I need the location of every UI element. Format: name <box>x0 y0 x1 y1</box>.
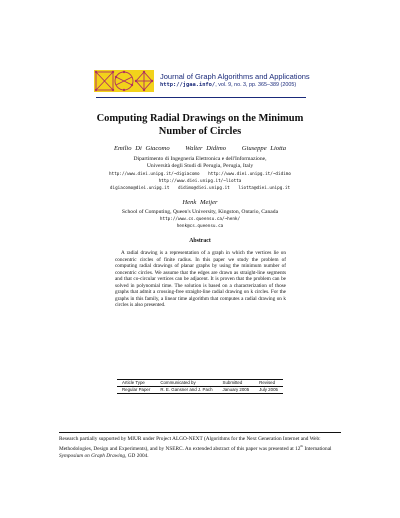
table-cell: Regular Paper <box>122 387 151 393</box>
affiliation-line: Università degli Studi di Perugia, Perugia, Italy <box>146 163 254 170</box>
table-cell: July 2005 <box>259 387 278 393</box>
journal-volume: vol. 9, no. 3, pp. 365–389 (2005) <box>218 82 297 88</box>
author-name: Henk Meijer <box>182 199 218 206</box>
journal-reference: http://jgaa.info/, vol. 9, no. 3, pp. 365–389 (2005) <box>160 82 297 88</box>
journal-info <box>160 72 320 89</box>
author-name: Walter Didimo <box>185 145 227 152</box>
author-email[interactable]: liotta@diei.unipg.it <box>238 186 291 191</box>
author-email[interactable]: henk@cs.queensu.ca <box>176 224 224 229</box>
author-url[interactable]: http://www.diei.unipg.it/~didimo <box>208 172 291 177</box>
journal-name: Journal of Graph Algorithms and Applications <box>160 72 310 81</box>
footnote-rule <box>59 432 341 433</box>
abstract-text: A radial drawing is a representation of a graph in which the vertices lie on concentric circles of finite radius. In this paper we study the problem of computing radial drawings of planar graphs by using the minimum number of concentric circles. We assume that the edges are drawn as straight-line segments and that co-circular vertices can be adjacent. It is proven that the problem can be solved in polynomial time. The solution is based on a characterization of those graphs that admit a crossing-free straight-line radial drawing on k circles. For the graphs in this family, a linear time algorithm that computes a radial drawing on k circles is also presented. <box>115 250 286 308</box>
footnote-venue: Symposium on Graph Drawing <box>59 452 126 459</box>
second-author <box>60 199 340 206</box>
author-url[interactable]: http://www.diei.unipg.it/~digiacomo <box>109 172 200 177</box>
footnote <box>59 436 344 460</box>
footnote-text: Research partially supported by MIUR under Project ALGO-NEXT (Algorithms for the Next Generation Internet and Web: Methodologies, Design and Experiments), and by NSERC. An extended abstract of this paper was presented at 12 <box>59 436 321 452</box>
author-url-row <box>60 216 340 223</box>
table-header-cell: Revised <box>254 380 283 387</box>
author-urls <box>60 171 340 178</box>
affiliation-queens: School of Computing, Queen's University, Kingston, Ontario, Canada <box>121 209 279 215</box>
abstract-heading: Abstract <box>189 238 211 244</box>
footnote-text: , GD 2004. <box>125 452 149 459</box>
table-header-row <box>117 380 283 387</box>
table-header-cell: Communicated by <box>155 380 217 387</box>
jgaa-logo <box>94 70 154 92</box>
author-email[interactable]: digiacomo@diei.unipg.it <box>109 186 170 191</box>
author-name: Emilio Di Giacomo <box>113 145 170 152</box>
affiliation-perugia <box>60 156 340 171</box>
journal-url[interactable]: http://jgaa.info/ <box>160 82 216 88</box>
author-url[interactable]: http://www.diei.unipg.it/~liotta <box>158 179 242 184</box>
author-email[interactable]: didimo@diei.unipg.it <box>178 186 230 191</box>
footnote-superscript: th <box>300 444 304 449</box>
author-list <box>60 145 340 152</box>
affiliation-line: Dipartimento di Ingegneria Elettronica e dell'Informazione, <box>133 156 267 162</box>
author-url[interactable]: http://www.cs.queensu.ca/~henk/ <box>159 217 241 222</box>
author-emails <box>60 185 340 192</box>
table-cell: January 2005 <box>222 387 250 393</box>
footnote-text: International <box>303 445 332 452</box>
title-line-2: Number of Circles <box>158 126 242 137</box>
author-url-row <box>60 178 340 185</box>
title-line-1: Computing Radial Drawings on the Minimum <box>96 113 304 124</box>
article-info-table <box>117 379 283 394</box>
table-cell: R. E. Gansner and J. Pach <box>160 387 213 393</box>
table-header-cell: Submitted <box>218 380 255 387</box>
table-header-cell: Article Type <box>117 380 155 387</box>
author-email-row <box>60 223 340 230</box>
paper-title <box>60 112 340 138</box>
table-row <box>117 387 283 394</box>
header-rule <box>96 97 306 98</box>
author-name: Giuseppe Liotta <box>241 145 287 152</box>
